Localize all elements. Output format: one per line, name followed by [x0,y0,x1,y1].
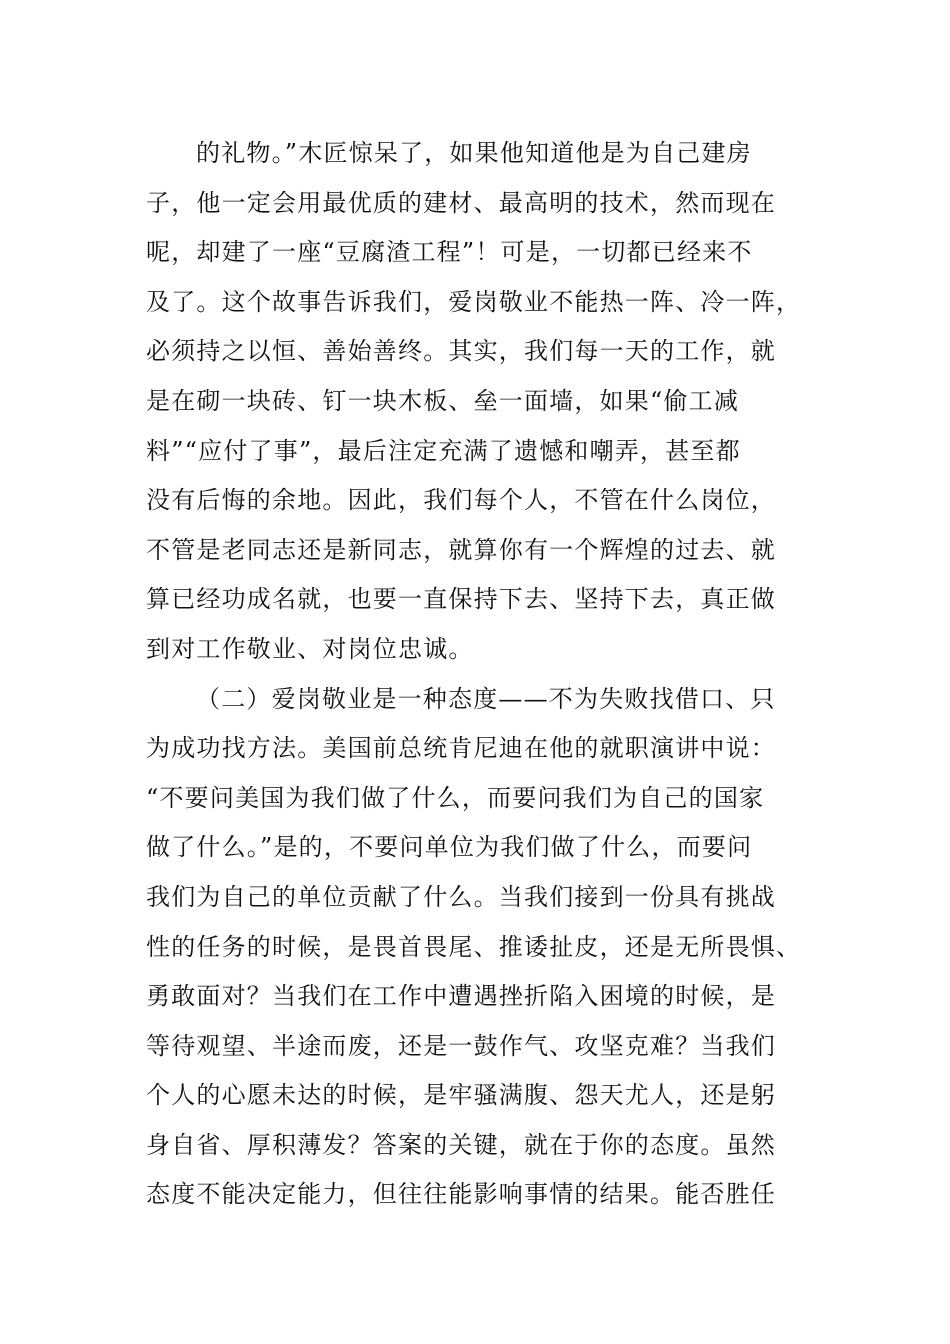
text-line: 子，他一定会用最优质的建材、最高明的技术，然而现在 [146,188,776,217]
text-line: 到对工作敬业、对岗位忠诚。 [146,634,474,663]
text-line: 做了什么。”是的，不要问单位为我们做了什么，而要问 [146,833,753,862]
text-line: 料”“应付了事”，最后注定充满了遗憾和嘲弄，甚至都 [146,436,741,465]
text-line: 等待观望、半途而废，还是一鼓作气、攻坚克难？当我们 [146,1031,776,1060]
text-line: 算已经功成名就，也要一直保持下去、坚持下去，真正做 [146,585,776,614]
text-line: 勇敢面对？当我们在工作中遭遇挫折陷入困境的时候，是 [146,982,776,1011]
text-line: 不管是老同志还是新同志，就算你有一个辉煌的过去、就 [146,535,776,564]
text-line: 及了。这个故事告诉我们，爱岗敬业不能热一阵、冷一阵， [146,287,802,316]
text-line: 个人的心愿未达的时候，是牢骚满腹、怨天尤人，还是躬 [146,1081,776,1110]
text-line: 身自省、厚积薄发？答案的关键，就在于你的态度。虽然 [146,1130,776,1159]
text-line: “不要问美国为我们做了什么，而要问我们为自己的国家 [146,783,765,812]
text-line: 为成功找方法。美国前总统肯尼迪在他的就职演讲中说： [146,734,776,763]
section-heading-line: （二）爱岗敬业是一种态度——不为失败找借口、只 [196,684,776,713]
text-line: 是在砌一块砖、钉一块木板、垒一面墙，如果“偷工减 [146,386,740,415]
body-text [146,129,806,1220]
text-line: 性的任务的时候，是畏首畏尾、推诿扯皮，还是无所畏惧、 [146,932,802,961]
text-line: 没有后悔的余地。因此，我们每个人，不管在什么岗位， [146,486,776,515]
text-line: 的礼物。”木匠惊呆了，如果他知道他是为自己建房 [196,139,752,167]
text-line: 我们为自己的单位贡献了什么。当我们接到一份具有挑战 [146,882,776,911]
text-line: 态度不能决定能力，但往往能影响事情的结果。能否胜任 [146,1180,776,1209]
text-line: 呢，却建了一座“豆腐渣工程”！可是，一切都已经来不 [146,238,753,267]
text-line: 必须持之以恒、善始善终。其实，我们每一天的工作，就 [146,337,776,366]
